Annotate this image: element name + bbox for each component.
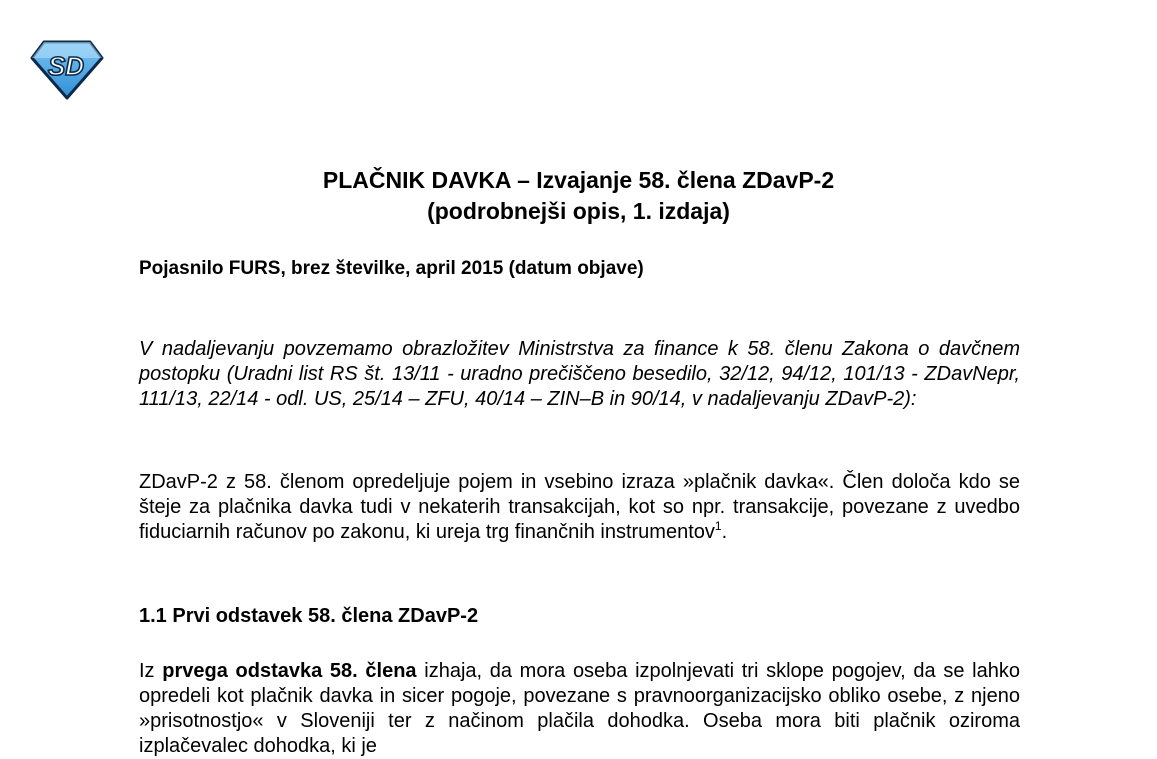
body-paragraph-2-start: Iz [139,660,163,682]
body-paragraph-2-bold: prvega odstavka 58. člena [162,660,417,682]
company-logo [30,40,104,100]
body-paragraph-1 [139,470,1020,545]
body-paragraph-1-end: . [721,521,728,543]
body-paragraph-2-rest: izhaja, da mora oseba izpolnjevati tri sklope pogojev, da se lahko opredeli kot plačnik davka in sicer pogoje, povezane s pravnoorganizacijsko obliko osebe, z njeno »prisotnostjo« v Sloveniji ter z načinom plačila dohodka. Oseba mora biti plačnik oziroma izplačevalec dohodka, ki je [139,660,1020,757]
title-line-1: PLAČNIK DAVKA – Izvajanje 58. člena ZDavP-2 [322,167,835,193]
section-heading: 1.1 Prvi odstavek 58. člena ZDavP-2 [139,605,479,627]
footnote-marker[interactable]: 1 [714,519,722,533]
body-paragraph-1-text: ZDavP-2 z 58. členom opredeljuje pojem in vsebino izraza »plačnik davka«. Člen določa kdo se šteje za plačnika davka tudi v nekaterih transakcijah, kot so npr. transakcije, povezane z uvedbo fiduciarnih računov po zakonu, ki ureja trg finančnih instrumentov [139,471,1020,543]
title-line-2: (podrobnejši opis, 1. izdaja) [427,198,730,224]
intro-paragraph: V nadaljevanju povzemamo obrazložitev Ministrstva za finance k 58. členu Zakona o davčnem postopku (Uradni list RS št. 13/11 - uradno prečiščeno besedilo, 32/12, 94/12, 101/13 - ZDavNepr, 111/13, 22/14 - odl. US, 25/14 – ZFU, 40/14 – ZIN–B in 90/14, v nadaljevanju ZDavP-2): [139,338,1020,410]
document-title [0,165,1157,227]
logo-text: SD [47,51,85,81]
document-subtitle: Pojasnilo FURS, brez številke, april 2015 (datum objave) [139,258,644,279]
body-paragraph-2 [139,659,1020,759]
diamond-shield-logo-icon [30,40,104,100]
